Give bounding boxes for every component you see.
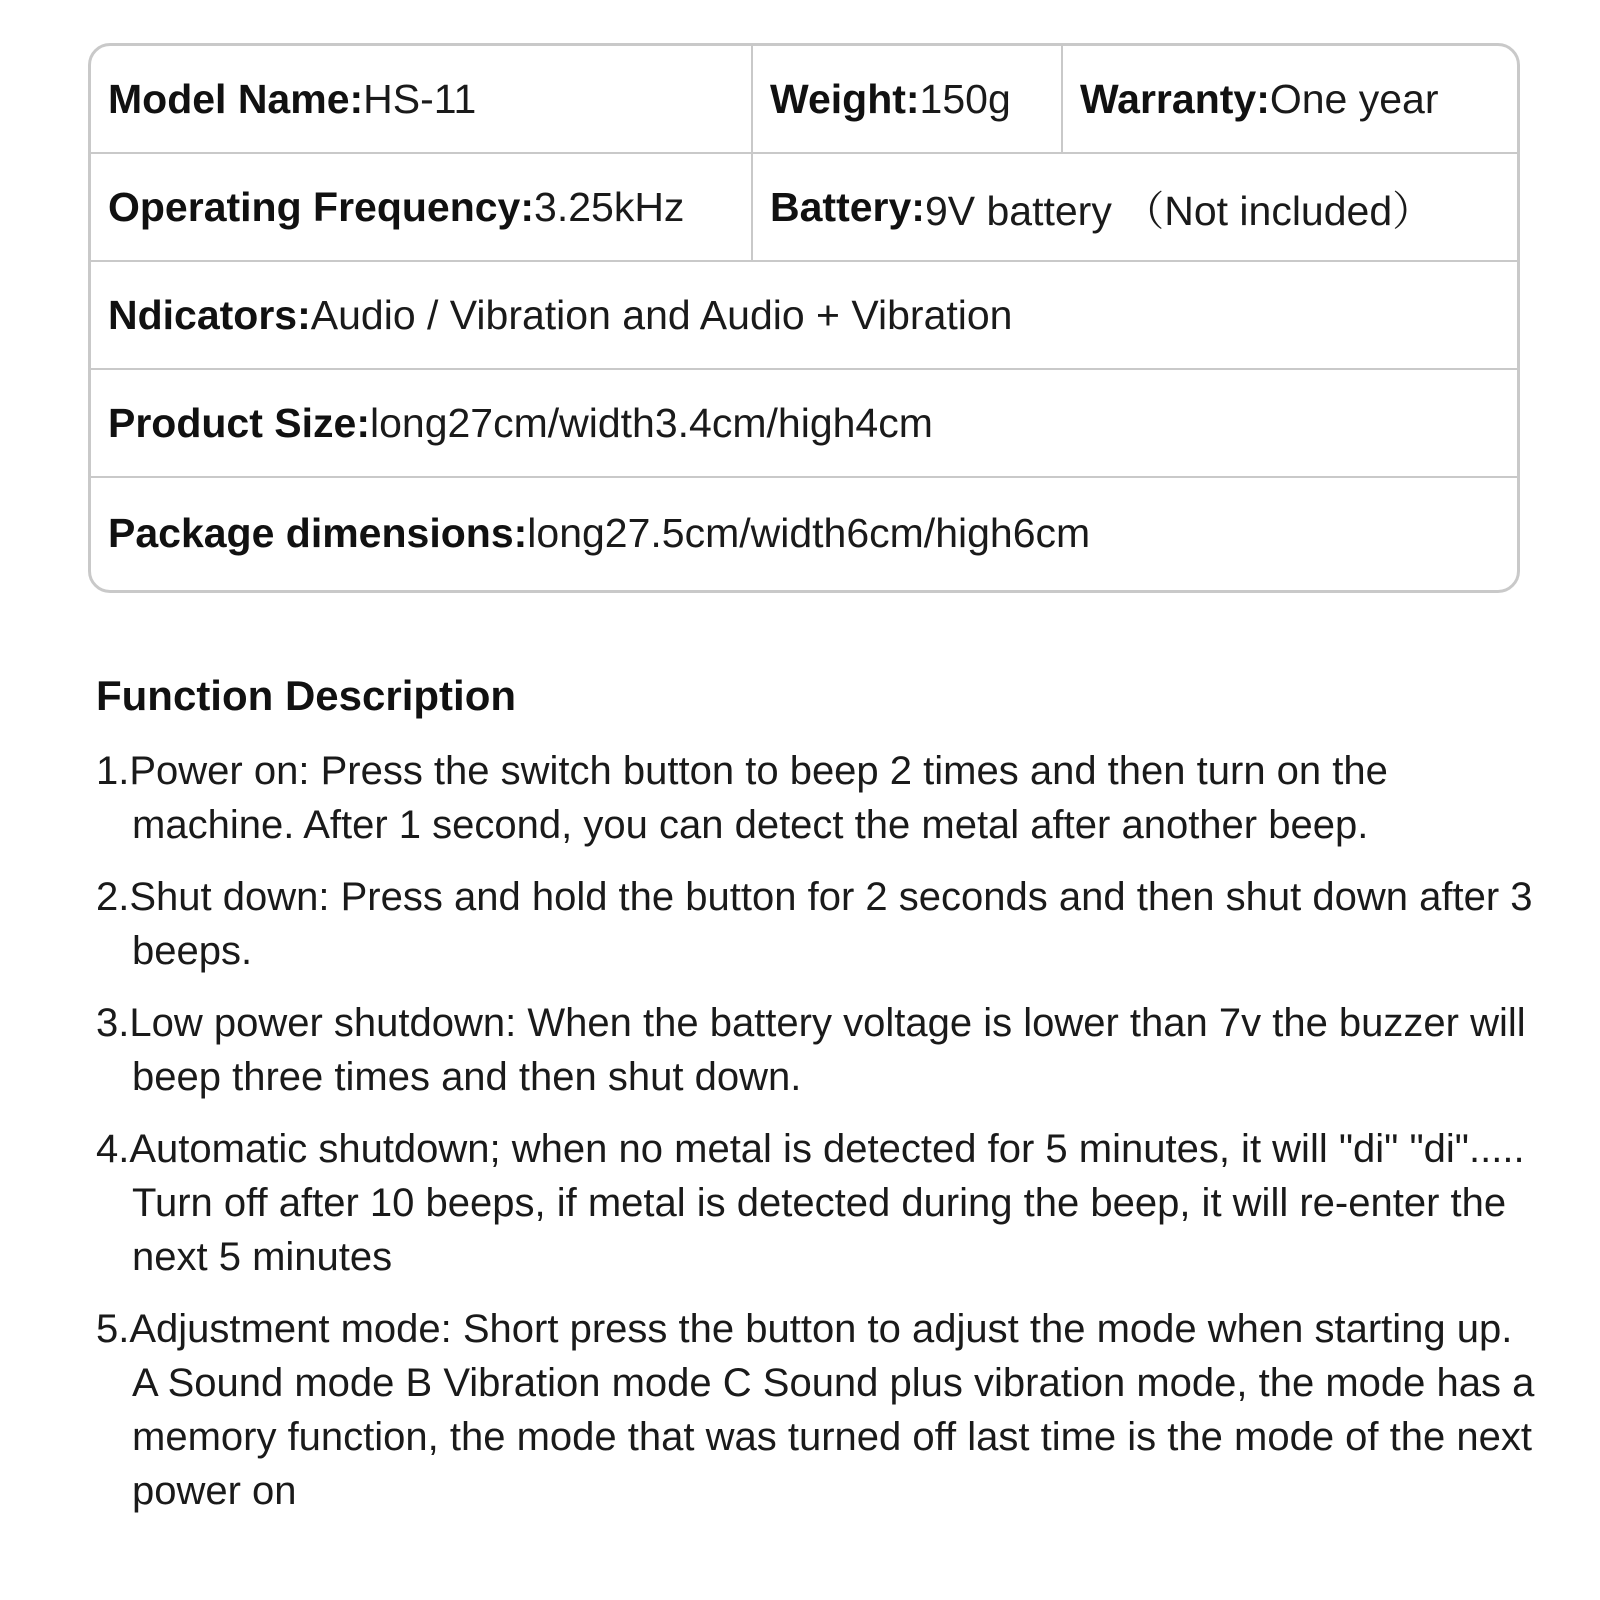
spec-model-label: Model Name:: [108, 75, 364, 122]
spec-row-2: [91, 154, 1517, 262]
spec-frequency-label: Operating Frequency:: [108, 183, 535, 230]
spec-indicators-label: Ndicators:: [108, 291, 311, 338]
spec-indicators-cell: [91, 262, 1517, 368]
spec-battery-value: 9V battery （Not included）: [924, 187, 1434, 234]
spec-row-1: [91, 46, 1517, 154]
function-item-3: 3.Low power shutdown: When the battery voltage is lower than 7v the buzzer will beep three times and then shut down.: [96, 1001, 1526, 1099]
spec-weight-value: 150g: [919, 75, 1011, 122]
spec-indicators-value: Audio / Vibration and Audio + Vibration: [310, 291, 1013, 338]
spec-battery-label: Battery:: [770, 183, 925, 230]
spec-package-cell: [91, 478, 1517, 588]
spec-product-size-value: long27cm/width3.4cm/high4cm: [369, 399, 933, 446]
spec-package-label: Package dimensions:: [108, 509, 528, 556]
function-item-2: 2.Shut down: Press and hold the button for 2 seconds and then shut down after 3 beeps.: [96, 875, 1533, 973]
function-item-4: 4.Automatic shutdown; when no metal is detected for 5 minutes, it will "di" "di"..... Turn off after 10 beeps, if metal is detected during the beep, it will re-enter the next 5 minutes: [96, 1127, 1525, 1279]
spec-model-value: HS-11: [363, 75, 477, 122]
spec-table: [88, 43, 1520, 593]
function-item-5: 5.Adjustment mode: Short press the button to adjust the mode when starting up. A Sound mode B Vibration mode C Sound plus vibration mode, the mode has a memory function, the mode that was turned off last time is the mode of the next power on: [96, 1307, 1535, 1513]
spec-frequency-cell: [91, 154, 751, 260]
function-item-1: 1.Power on: Press the switch button to beep 2 times and then turn on the machine. After 1 second, you can detect the metal after another beep.: [96, 749, 1388, 847]
spec-model-cell: [91, 46, 751, 152]
spec-warranty-value: One year: [1269, 75, 1439, 122]
spec-warranty-cell: [1061, 46, 1517, 152]
spec-weight-cell: [751, 46, 1061, 152]
function-description: [96, 668, 1536, 1536]
spec-frequency-value: 3.25kHz: [534, 183, 685, 230]
spec-weight-label: Weight:: [770, 75, 920, 122]
function-title: Function Description: [96, 672, 516, 719]
spec-product-size-label: Product Size:: [108, 399, 370, 446]
spec-row-4: [91, 370, 1517, 478]
spec-row-5: [91, 478, 1517, 588]
spec-package-value: long27.5cm/width6cm/high6cm: [527, 509, 1091, 556]
spec-product-size-cell: [91, 370, 1517, 476]
spec-battery-cell: [751, 154, 1517, 260]
spec-row-3: [91, 262, 1517, 370]
spec-warranty-label: Warranty:: [1080, 75, 1270, 122]
